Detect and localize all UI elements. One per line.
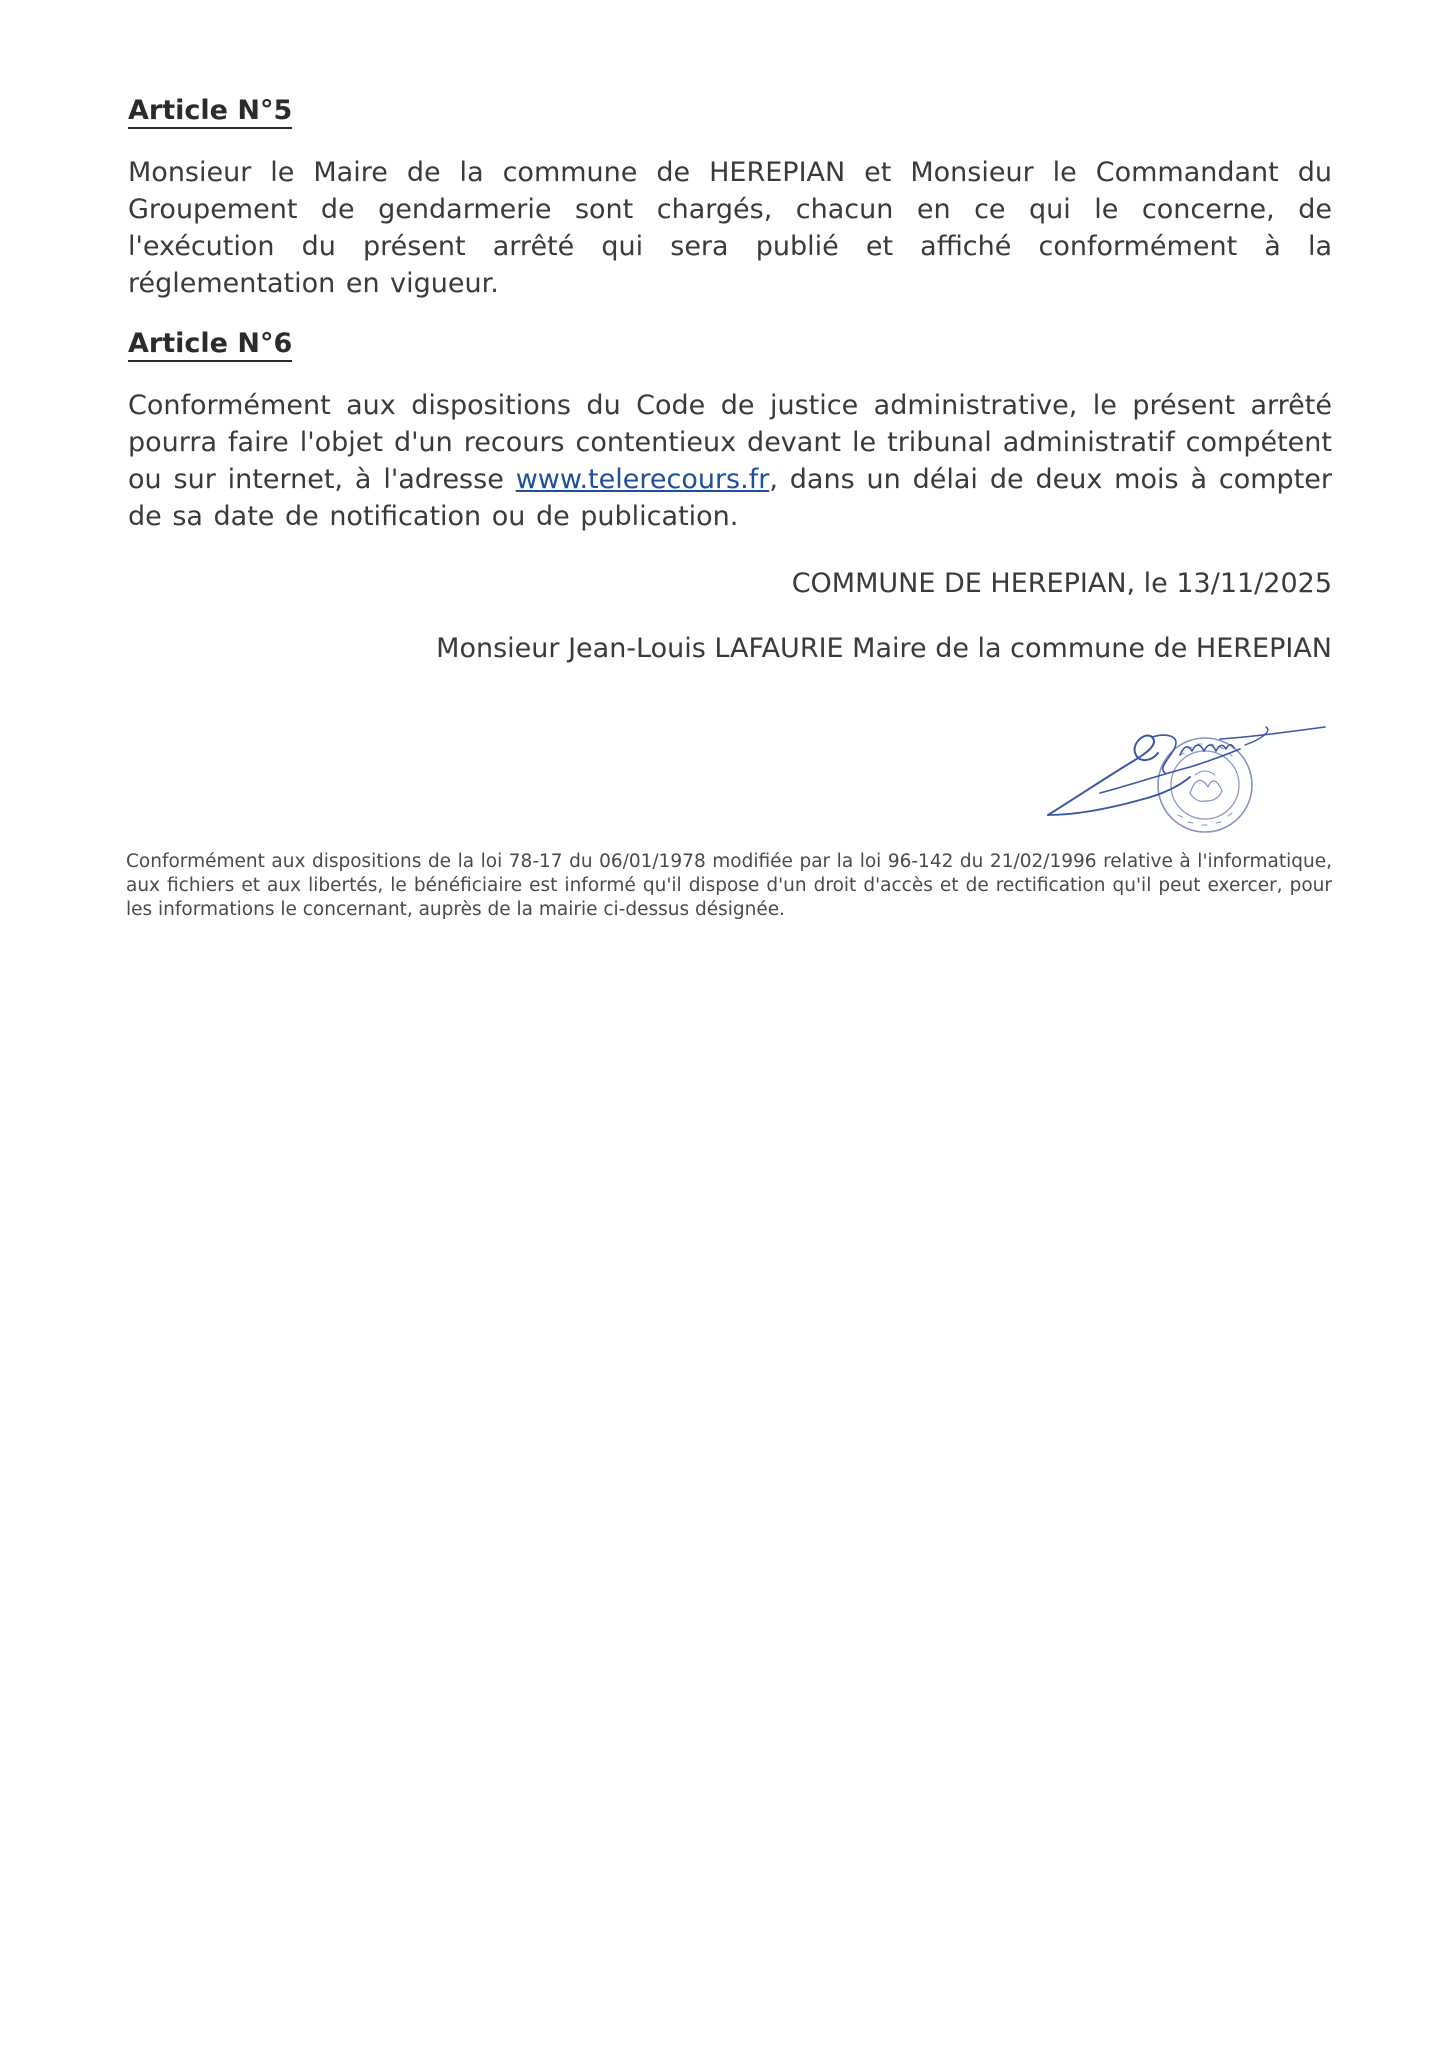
signature-icon [1040, 715, 1330, 845]
signer-line: Monsieur Jean-Louis LAFAURIE Maire de la commune de HEREPIAN [436, 633, 1332, 664]
article-6-text [128, 387, 1332, 535]
handwritten-signature-icon [1048, 727, 1325, 815]
article-6-text-after-link: , dans un délai de deux mois à compter de sa date de notification ou de publication. [128, 464, 1332, 532]
privacy-footnote: Conformément aux dispositions de la loi 78-17 du 06/01/1978 modifiée par la loi 96-142 du 21/02/1996 relative à l'informatique, aux fichiers et aux libertés, le bénéficiaire est informé qu'il dispose d'un droit d'accès et de rectification qu'il peut exercer, pour les informations le concernant, auprès de la mairie ci-dessus désignée. [126, 851, 1332, 920]
signature-and-stamp [1040, 715, 1330, 845]
article-5-title: Article N°5 [128, 96, 292, 129]
date-line: COMMUNE DE HEREPIAN, le 13/11/2025 [791, 568, 1332, 599]
article-5-text: Monsieur le Maire de la commune de HEREPIAN et Monsieur le Commandant du Groupement de gendarmerie sont chargés, chacun en ce qui le concerne, de l'exécution du présent arrêté qui sera publié et affiché conformément à la réglementation en vigueur. [128, 157, 1332, 299]
telerecours-link[interactable]: www.telerecours.fr [515, 464, 770, 495]
document-body [128, 96, 1332, 667]
article-6-text-before-link: Conformément aux dispositions du Code de justice administrative, le présent arrêté pourra faire l'objet d'un recours contentieux devant le tribunal administratif compétent ou sur internet, à l'adresse [128, 390, 1332, 495]
article-6-heading-wrap [128, 329, 1332, 362]
article-6-title: Article N°6 [128, 329, 292, 362]
